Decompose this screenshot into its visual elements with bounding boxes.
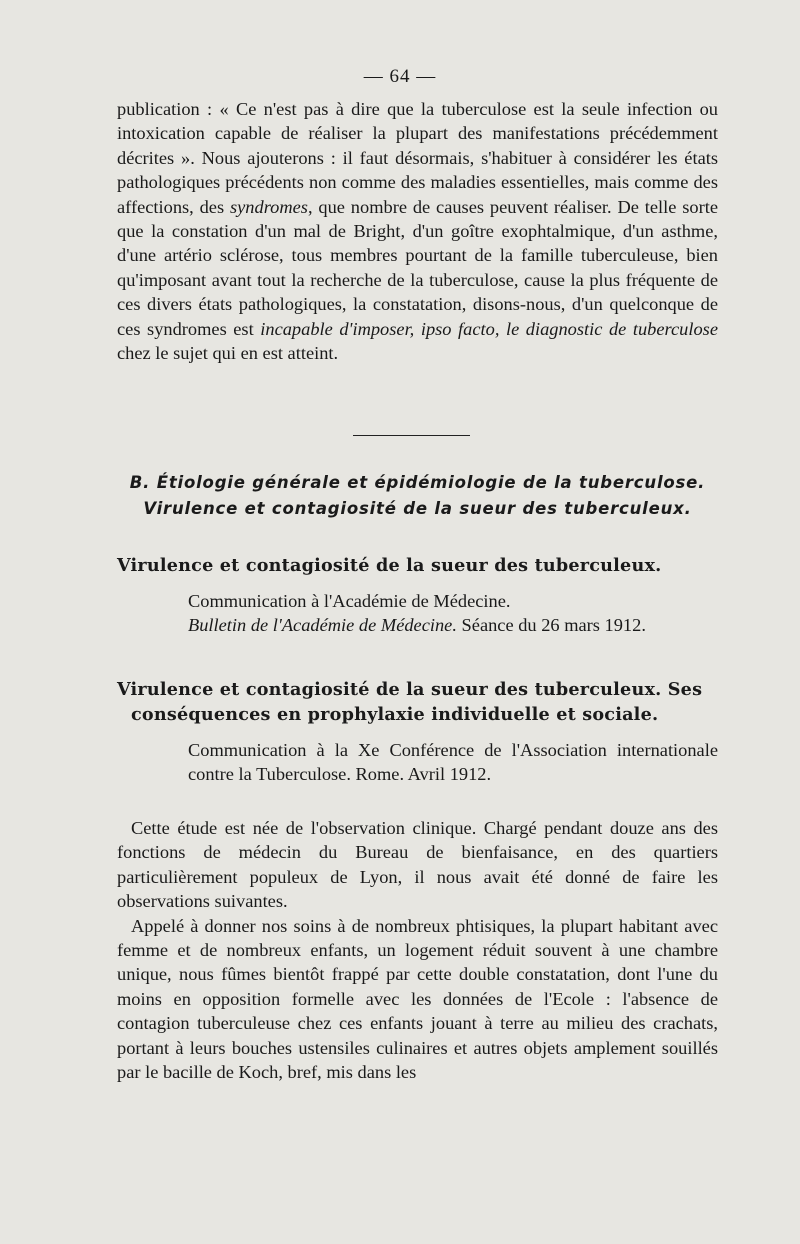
body-paragraph-2: Appelé à donner nos soins à de nombreux phtisiques, la plupart habitant avec femme et de nombreux enfants, un logement réduit souvent à une chambre unique, nous fûmes bientôt frappé par cette double constatation, dont l'une du moins en opposition formelle avec les données de l'Ecole : l'absence de contagion tuberculeuse chez ces enfants jouant à terre au milieu des crachats, portant à leurs bouches ustensiles culinaires et autres objets amplement souillés par le bacille de Koch, bref, mis dans les xyxy=(117,915,718,1083)
intro-paragraph-block xyxy=(117,97,718,365)
intro-paragraph xyxy=(117,97,718,365)
publication-1-line1: Communication à l'Académie de Médecine. xyxy=(188,591,511,611)
intro-text-a: publication : « Ce n'est pas à dire que la tuberculose est la seule infection ou intoxication capable de réaliser la plupart des manifestations précédemment décrites ». Nous ajouterons : il faut désormais, s'habituer à considérer les états pathologiques précédents non comme des maladies essentielles, mais comme des affections, des xyxy=(117,99,718,217)
page-number: — 64 — xyxy=(363,66,437,87)
intro-italic-b: incapable d'imposer, ipso facto, le diagnostic de tuberculose xyxy=(260,318,718,339)
publication-1-journal: Bulletin de l'Académie de Médecine. xyxy=(188,615,457,635)
body-paragraph-1: Cette étude est née de l'observation clinique. Chargé pendant douze ans des fonctions de médecin du Bureau de bienfaisance, en des quartiers particulièrement populeux de Lyon, il nous avait été donné de faire les observations suivantes. xyxy=(117,818,718,912)
publication-1-session: Séance du 26 mars 1912. xyxy=(456,615,646,635)
body-text xyxy=(117,816,718,1084)
publication-2-title xyxy=(117,677,718,727)
section-heading-line2: Virulence et contagiosité de la sueur des tuberculeux. xyxy=(143,499,692,518)
publication-2-title-line1: Virulence et contagiosité de la sueur des tuberculeux. Ses xyxy=(117,679,703,700)
publication-2-info-block xyxy=(117,738,718,786)
publication-2-title-line2: conséquences en prophylaxie individuelle et sociale. xyxy=(131,704,659,725)
intro-text-c: chez le sujet qui en est atteint. xyxy=(117,343,339,364)
publication-1 xyxy=(117,553,718,637)
publication-1-line2 xyxy=(188,613,718,637)
publication-2 xyxy=(117,677,718,786)
intro-italic-a: syndromes xyxy=(229,196,308,217)
intro-text-b: , que nombre de causes peuvent réaliser. De telle sorte que la constation d'un mal de Bright, d'un goître exophtalmique, d'un asthme, d'une artério sclérose, tous membres pourtant de la famille tuberculeuse, bien qu'imposant avant tout la recherche de la tuberculose, cause la plus fréquente de ces divers états pathologiques, la constatation, disons-nous, d'un quelconque de ces syndromes est xyxy=(117,196,718,339)
publication-2-info: Communication à la Xe Conférence de l'Association internationale contre la Tuberculose. Rome. Avril 1912. xyxy=(188,740,718,784)
separator-rule xyxy=(353,435,470,436)
publication-1-title: Virulence et contagiosité de la sueur des tuberculeux. xyxy=(117,555,662,576)
section-heading-line1: B. Étiologie générale et épidémiologie de la tuberculose. xyxy=(129,473,706,492)
publication-1-info xyxy=(117,589,718,637)
